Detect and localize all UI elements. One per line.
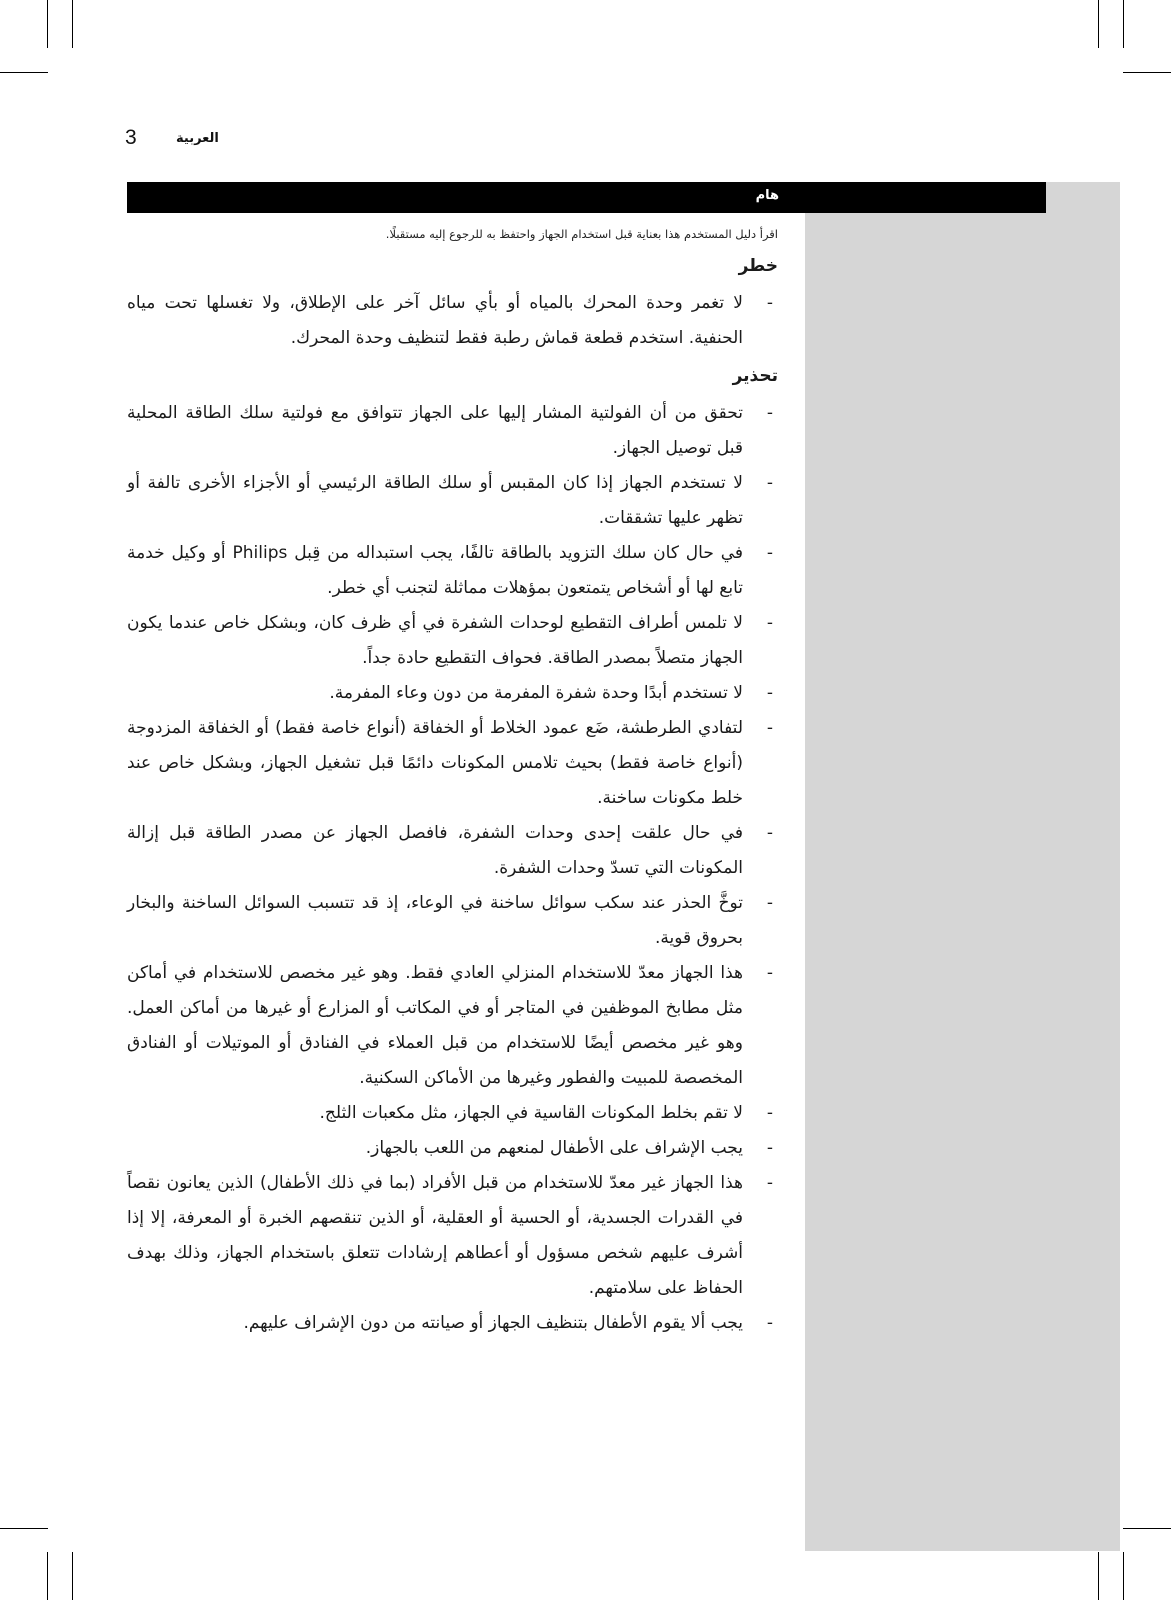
crop-mark xyxy=(1098,1552,1099,1600)
list-item: - يجب ألا يقوم الأطفال بتنظيف الجهاز أو صيانته من دون الإشراف عليهم. xyxy=(127,1306,778,1341)
list-item: - لا تقم بخلط المكونات القاسية في الجهاز، مثل مكعبات الثلج. xyxy=(127,1096,778,1131)
document-body xyxy=(127,218,778,1341)
list-item: - في حال كان سلك التزويد بالطاقة تالفًا، يجب استبداله من قِبل Philips أو وكيل خدمة تابع لها أو أشخاص يتمتعون بمؤهلات مماثلة لتجنب أي خطر. xyxy=(127,536,778,606)
section-title-bar xyxy=(127,182,1046,213)
list-item: - لا تغمر وحدة المحرك بالمياه أو بأي سائل آخر على الإطلاق، ولا تغسلها تحت مياه الحنفية. استخدم قطعة قماش رطبة فقط لتنظيف وحدة المحرك. xyxy=(127,286,778,356)
crop-mark xyxy=(72,1552,73,1600)
list-item: - هذا الجهاز غير معدّ للاستخدام من قبل الأفراد (بما في ذلك الأطفال) الذين يعانون نقصاً في القدرات الجسدية، أو الحسية أو العقلية، أو الذين تنقصهم الخبرة أو المعرفة، إلا إذا أشرف عليهم شخص مسؤول أو أعطاهم إرشادات تتعلق باستخدام الجهاز، وذلك بهدف الحفاظ على سلامتهم. xyxy=(127,1166,778,1306)
crop-mark xyxy=(1123,1552,1124,1600)
list-item: - هذا الجهاز معدّ للاستخدام المنزلي العادي فقط. وهو غير مخصص للاستخدام في أماكن مثل مطابخ الموظفين في المتاجر أو في المكاتب أو المزارع أو غيرها من أماكن العمل. وهو غير مخصص أيضًا للاستخدام من قبل العملاء في الفنادق أو الموتيلات أو الفنادق المخصصة للمبيت والفطور وغيرها من الأماكن السكنية. xyxy=(127,956,778,1096)
list-item: - في حال علقت إحدى وحدات الشفرة، فافصل الجهاز عن مصدر الطاقة قبل إزالة المكونات التي تسدّ وحدات الشفرة. xyxy=(127,816,778,886)
list-item: - لا تلمس أطراف التقطيع لوحدات الشفرة في أي ظرف كان، وبشكل خاص عندما يكون الجهاز متصلاً بمصدر الطاقة. فحواف التقطيع حادة جداً. xyxy=(127,606,778,676)
language-label: العربية xyxy=(176,131,219,146)
warning-heading: تحذير xyxy=(732,366,778,386)
margin-column xyxy=(805,182,1120,1551)
danger-list xyxy=(127,286,778,356)
danger-heading: خطر xyxy=(738,256,778,276)
crop-mark xyxy=(1123,72,1171,73)
crop-mark xyxy=(0,1528,48,1529)
list-item: - لا تستخدم أبدًا وحدة شفرة المفرمة من دون وعاء المفرمة. xyxy=(127,676,778,711)
intro-paragraph: اقرأ دليل المستخدم هذا بعناية قبل استخدام الجهاز واحتفظ به للرجوع إليه مستقبلًا. xyxy=(385,227,778,241)
section-title: هام xyxy=(755,188,779,203)
list-item: - توخَّ الحذر عند سكب سوائل ساخنة في الوعاء، إذ قد تتسبب السوائل الساخنة والبخار بحروق قوية. xyxy=(127,886,778,956)
crop-mark xyxy=(1123,0,1124,48)
crop-mark xyxy=(47,0,48,48)
warning-list xyxy=(127,396,778,1341)
crop-mark xyxy=(72,0,73,48)
crop-mark xyxy=(1098,0,1099,48)
page-number: 3 xyxy=(125,126,137,149)
list-item: - لتفادي الطرطشة، ضَع عمود الخلاط أو الخفاقة (أنواع خاصة فقط) أو الخفاقة المزدوجة (أنواع خاصة فقط) بحيث تلامس المكونات دائمًا قبل تشغيل الجهاز، وبشكل خاص عند خلط مكونات ساخنة. xyxy=(127,711,778,816)
crop-mark xyxy=(47,1552,48,1600)
list-item: - يجب الإشراف على الأطفال لمنعهم من اللعب بالجهاز. xyxy=(127,1131,778,1166)
list-item: - لا تستخدم الجهاز إذا كان المقبس أو سلك الطاقة الرئيسي أو الأجزاء الأخرى تالفة أو تظهر عليها تشققات. xyxy=(127,466,778,536)
crop-mark xyxy=(0,72,48,73)
crop-mark xyxy=(1123,1528,1171,1529)
list-item: - تحقق من أن الفولتية المشار إليها على الجهاز تتوافق مع فولتية سلك الطاقة المحلية قبل توصيل الجهاز. xyxy=(127,396,778,466)
